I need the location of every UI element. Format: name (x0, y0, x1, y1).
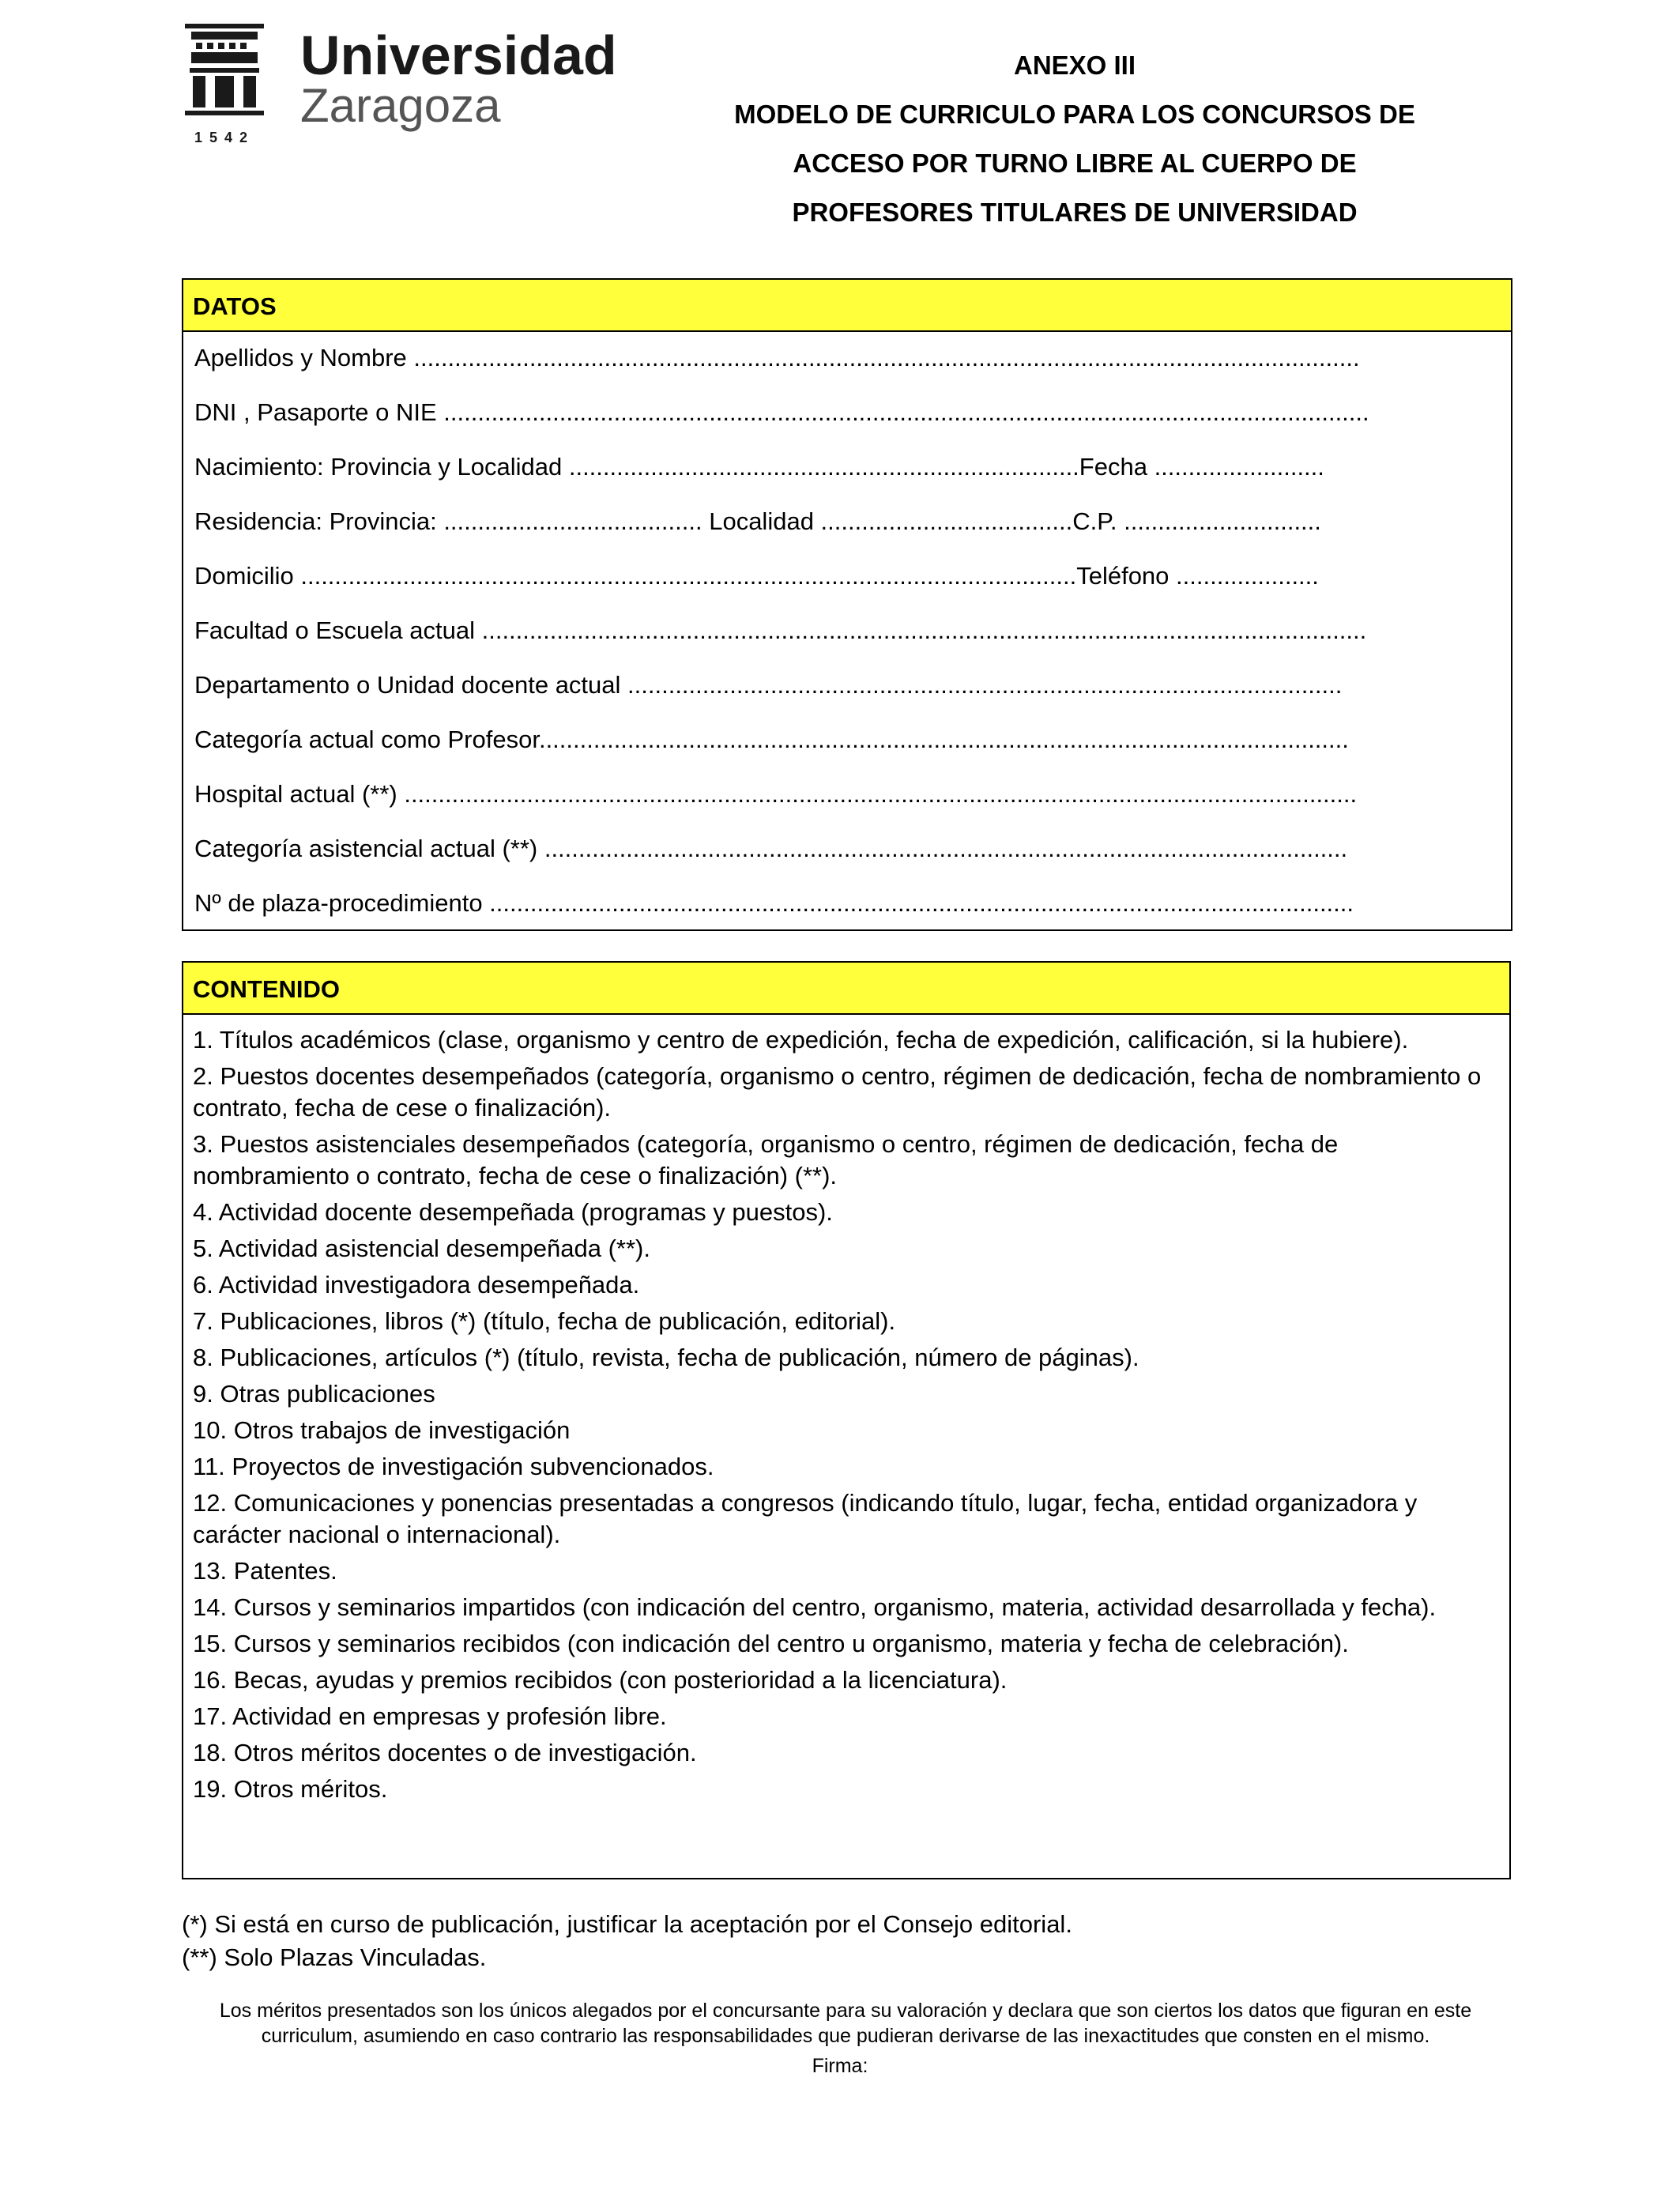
logo-city-text: Zaragoza (300, 79, 501, 132)
contenido-section (182, 961, 1511, 1879)
list-item: 1. Títulos académicos (clase, organismo y centro de expedición, fecha de expedición, calificación, si la hubiere). (193, 1026, 1409, 1054)
header-line-3: ACCESO POR TURNO LIBRE AL CUERPO DE (793, 149, 1357, 178)
field-nacimiento[interactable]: Nacimiento: Provincia y Localidad ...........................................................................Fecha ......................... (194, 453, 1324, 481)
list-item: 6. Actividad investigadora desempeñada. (193, 1271, 640, 1299)
contenido-list (193, 1024, 1497, 1810)
field-facultad[interactable]: Facultad o Escuela actual .................................................................................................................................. (194, 616, 1367, 644)
list-item: 12. Comunicaciones y ponencias presentadas a congresos (indicando título, lugar, fecha, entidad organizadora y carácter nacional o internacional). (193, 1489, 1418, 1548)
header-line-4: PROFESORES TITULARES DE UNIVERSIDAD (792, 198, 1358, 227)
document-header (648, 41, 1501, 237)
field-dni[interactable]: DNI , Pasaporte o NIE ........................................................................................................................................ (194, 398, 1369, 426)
list-item: 8. Publicaciones, artículos (*) (título, revista, fecha de publicación, número de páginas). (193, 1344, 1139, 1371)
list-item: 16. Becas, ayudas y premios recibidos (con posterioridad a la licenciatura). (193, 1666, 1008, 1694)
footnotes (182, 1908, 1072, 1974)
list-item: 3. Puestos asistenciales desempeñados (categoría, organismo o centro, régimen de dedicación, fecha de nombramiento o contrato, fecha de cese o finalización) (**). (193, 1130, 1339, 1189)
logo-university-text: Universidad (300, 25, 617, 86)
list-item: 18. Otros méritos docentes o de investigación. (193, 1739, 697, 1766)
footnote-publication: (*) Si está en curso de publicación, justificar la aceptación por el Consejo editorial. (182, 1910, 1072, 1938)
list-item: 5. Actividad asistencial desempeñada (**). (193, 1235, 650, 1262)
list-item: 14. Cursos y seminarios impartidos (con indicación del centro, organismo, materia, actividad desarrollada y fecha). (193, 1593, 1437, 1621)
footnote-vinculadas: (**) Solo Plazas Vinculadas. (182, 1943, 487, 1971)
list-item: 17. Actividad en empresas y profesión libre. (193, 1702, 667, 1730)
list-item: 2. Puestos docentes desempeñados (categoría, organismo o centro, régimen de dedicación, fecha de nombramiento o contrato, fecha de cese o finalización). (193, 1062, 1482, 1122)
list-item: 9. Otras publicaciones (193, 1380, 435, 1408)
list-item: 10. Otros trabajos de investigación (193, 1416, 571, 1444)
header-line-2: MODELO DE CURRICULO PARA LOS CONCURSOS DE (734, 100, 1415, 129)
field-categoria-profesor[interactable]: Categoría actual como Profesor....................................................................................................................... (194, 726, 1349, 753)
field-apellidos-nombre[interactable]: Apellidos y Nombre ........................................................................................................................................... (194, 344, 1360, 371)
datos-heading: DATOS (183, 280, 1511, 332)
list-item: 19. Otros méritos. (193, 1775, 388, 1803)
list-item: 15. Cursos y seminarios recibidos (con indicación del centro u organismo, materia y fecha de celebración). (193, 1630, 1349, 1657)
castle-crest-icon (185, 24, 264, 123)
list-item: 4. Actividad docente desempeñada (programas y puestos). (193, 1198, 833, 1226)
list-item: 13. Patentes. (193, 1557, 337, 1585)
list-item: 11. Proyectos de investigación subvencionados. (193, 1453, 714, 1480)
signature-label[interactable]: Firma: (812, 2055, 868, 2077)
contenido-heading: CONTENIDO (183, 963, 1509, 1015)
declaration-text: Los méritos presentados son los únicos alegados por el concursante para su valoración y declara que son ciertos los datos que figuran en este curriculum, asumiendo en caso contrario las responsabilidades que pudieran derivarse de las inexactitudes que consten en el mismo. (219, 2000, 1472, 2047)
datos-section (182, 278, 1512, 931)
field-categoria-asistencial[interactable]: Categoría asistencial actual (**) ...................................................................................................................... (194, 835, 1348, 862)
field-plaza[interactable]: Nº de plaza-procedimiento ............................................................................................................................... (194, 889, 1354, 917)
field-departamento[interactable]: Departamento o Unidad docente actual ......................................................................................................... (194, 671, 1343, 699)
logo-year: 1542 (194, 130, 255, 145)
field-residencia[interactable]: Residencia: Provincia: ...................................... Localidad .....................................C.P. ............................. (194, 507, 1321, 535)
annex-title: ANEXO III (1013, 51, 1136, 80)
field-domicilio[interactable]: Domicilio ..................................................................................................................Teléfono ..................... (194, 562, 1319, 590)
field-hospital[interactable]: Hospital actual (**) ............................................................................................................................................ (194, 780, 1358, 808)
university-logo (180, 24, 617, 150)
list-item: 7. Publicaciones, libros (*) (título, fecha de publicación, editorial). (193, 1307, 896, 1335)
